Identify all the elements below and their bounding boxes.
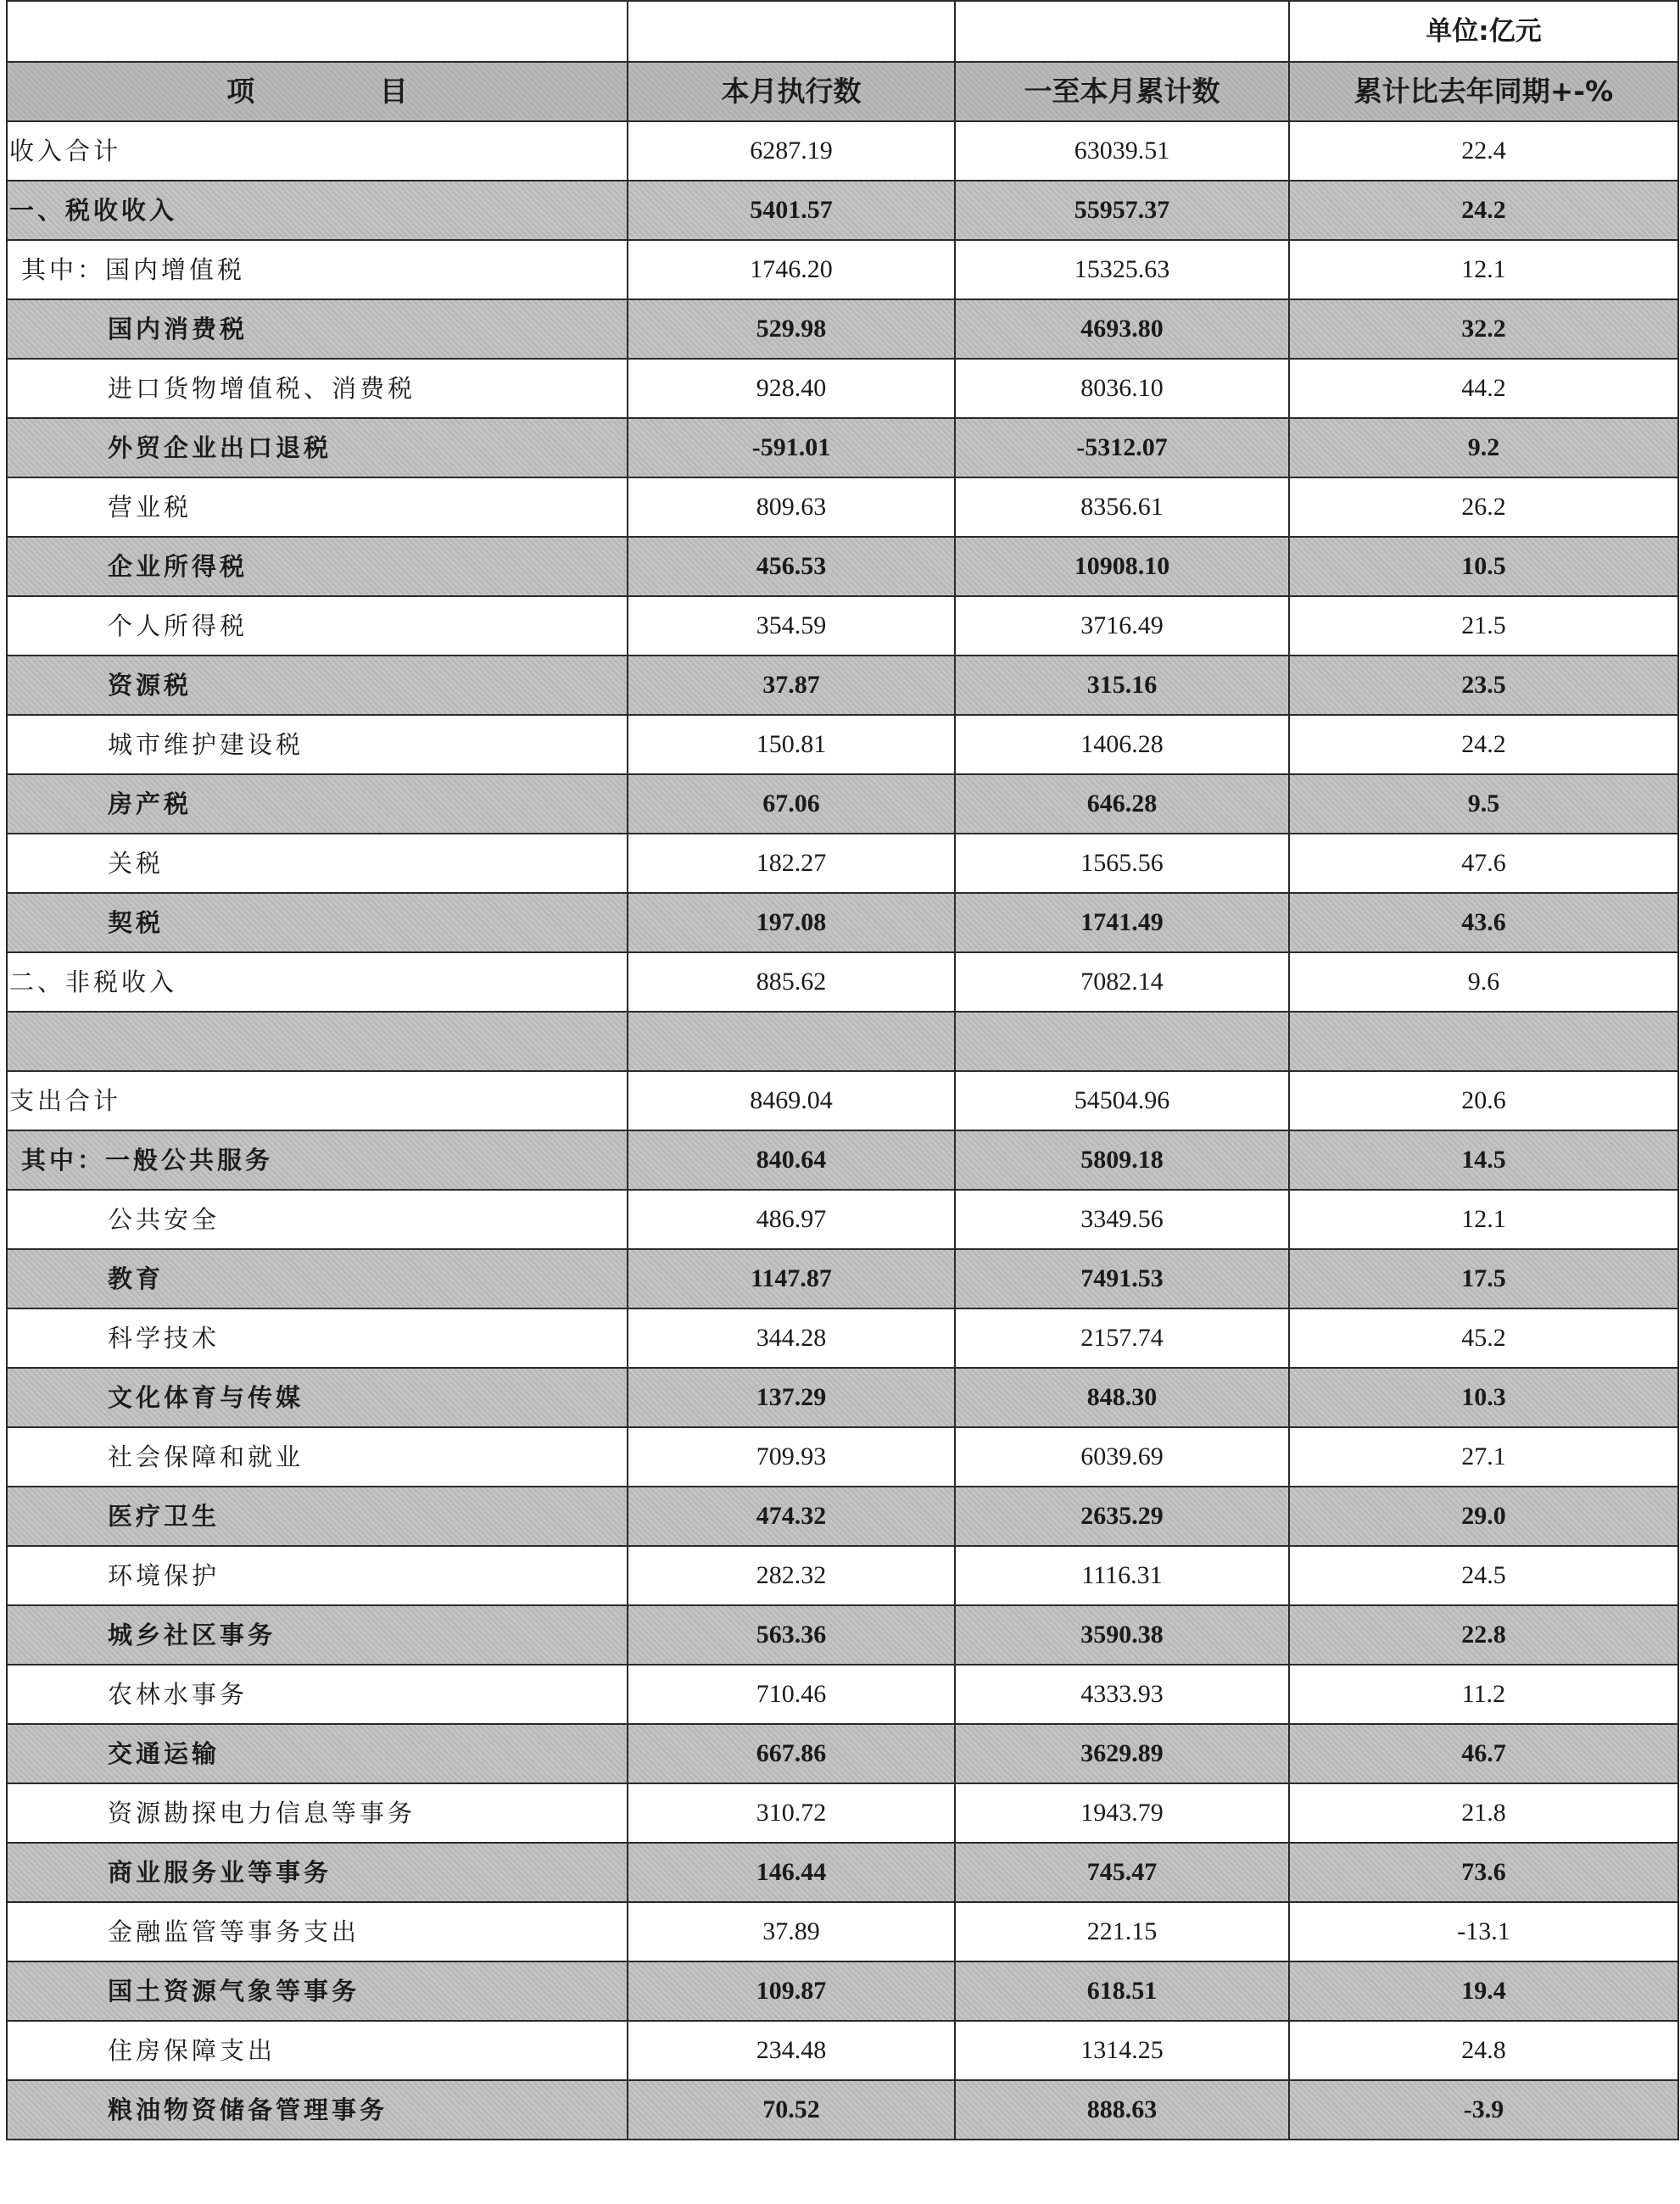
row-yoy: 24.5: [1289, 1546, 1678, 1605]
row-yoy: 45.2: [1289, 1308, 1678, 1368]
row-item: 房产税: [7, 774, 628, 834]
header-row: [7, 62, 1678, 121]
row-yoy: 73.6: [1289, 1843, 1678, 1902]
row-item: 个人所得税: [7, 596, 628, 656]
table-row: [7, 1190, 1678, 1249]
row-yoy: [1289, 1012, 1678, 1071]
row-item: 科学技术: [7, 1308, 628, 1368]
row-item: 契税: [7, 893, 628, 952]
column-header-cumulative: 一至本月累计数: [955, 62, 1289, 121]
column-header-item: [7, 62, 628, 121]
row-month: 182.27: [628, 834, 955, 893]
row-cumulative: 1565.56: [955, 834, 1289, 893]
row-month: 474.32: [628, 1487, 955, 1546]
table-row: [7, 1308, 1678, 1368]
row-cumulative: 3590.38: [955, 1605, 1289, 1665]
row-item: 商业服务业等事务: [7, 1843, 628, 1902]
table-row: [7, 1724, 1678, 1783]
column-header-item-label: 项 目: [226, 75, 466, 108]
row-item: 公共安全: [7, 1190, 628, 1249]
row-yoy: 17.5: [1289, 1249, 1678, 1308]
row-month: 37.87: [628, 656, 955, 715]
row-month: 710.46: [628, 1665, 955, 1724]
row-month: 146.44: [628, 1843, 955, 1902]
row-item: 收入合计: [7, 121, 628, 181]
table-row: [7, 121, 1678, 181]
row-yoy: 12.1: [1289, 1190, 1678, 1249]
row-item: [7, 1012, 628, 1071]
row-month: [628, 1012, 955, 1071]
table-row: [7, 715, 1678, 774]
table-row: [7, 1961, 1678, 2021]
row-yoy: 22.8: [1289, 1605, 1678, 1665]
row-cumulative: 618.51: [955, 1961, 1289, 2021]
row-cumulative: 8356.61: [955, 477, 1289, 537]
row-item: 城市维护建设税: [7, 715, 628, 774]
table-row: [7, 1071, 1678, 1130]
row-item: 企业所得税: [7, 537, 628, 596]
row-yoy: 44.2: [1289, 359, 1678, 418]
row-item: 国内消费税: [7, 299, 628, 359]
row-month: 137.29: [628, 1368, 955, 1427]
row-yoy: 22.4: [1289, 121, 1678, 181]
row-item: 文化体育与传媒: [7, 1368, 628, 1427]
table-row: [7, 1427, 1678, 1487]
table-row: [7, 774, 1678, 834]
table-row: [7, 1843, 1678, 1902]
unit-row: [7, 1, 1678, 62]
row-cumulative: 848.30: [955, 1368, 1289, 1427]
row-yoy: 21.5: [1289, 596, 1678, 656]
column-header-yoy: 累计比去年同期+-%: [1289, 62, 1678, 121]
row-month: 282.32: [628, 1546, 955, 1605]
table-row: [7, 656, 1678, 715]
row-cumulative: 5809.18: [955, 1130, 1289, 1190]
row-month: 529.98: [628, 299, 955, 359]
table-row: [7, 1605, 1678, 1665]
row-item: 支出合计: [7, 1071, 628, 1130]
row-cumulative: 63039.51: [955, 121, 1289, 181]
row-yoy: -3.9: [1289, 2080, 1678, 2140]
row-cumulative: 4693.80: [955, 299, 1289, 359]
row-month: 37.89: [628, 1902, 955, 1961]
row-item: 粮油物资储备管理事务: [7, 2080, 628, 2140]
row-cumulative: -5312.07: [955, 418, 1289, 477]
row-item: 资源勘探电力信息等事务: [7, 1783, 628, 1843]
row-cumulative: 1943.79: [955, 1783, 1289, 1843]
table-row: [7, 359, 1678, 418]
row-cumulative: 1406.28: [955, 715, 1289, 774]
row-month: 6287.19: [628, 121, 955, 181]
row-item: 交通运输: [7, 1724, 628, 1783]
row-yoy: 21.8: [1289, 1783, 1678, 1843]
row-month: 563.36: [628, 1605, 955, 1665]
row-item: 环境保护: [7, 1546, 628, 1605]
row-item: 住房保障支出: [7, 2021, 628, 2080]
table-row: [7, 596, 1678, 656]
row-cumulative: 745.47: [955, 1843, 1289, 1902]
table-row: [7, 952, 1678, 1012]
row-cumulative: 7491.53: [955, 1249, 1289, 1308]
row-item: 进口货物增值税、消费税: [7, 359, 628, 418]
table-row: [7, 1487, 1678, 1546]
row-month: 354.59: [628, 596, 955, 656]
row-cumulative: 10908.10: [955, 537, 1289, 596]
row-yoy: -13.1: [1289, 1902, 1678, 1961]
table-row: [7, 299, 1678, 359]
row-month: 840.64: [628, 1130, 955, 1190]
row-cumulative: [955, 1012, 1289, 1071]
row-month: 344.28: [628, 1308, 955, 1368]
row-cumulative: 1116.31: [955, 1546, 1289, 1605]
row-item: 医疗卫生: [7, 1487, 628, 1546]
row-yoy: 24.2: [1289, 715, 1678, 774]
row-cumulative: 888.63: [955, 2080, 1289, 2140]
row-month: 809.63: [628, 477, 955, 537]
table-row: [7, 181, 1678, 240]
row-cumulative: 315.16: [955, 656, 1289, 715]
row-cumulative: 3716.49: [955, 596, 1289, 656]
table-row: [7, 240, 1678, 299]
row-month: 1147.87: [628, 1249, 955, 1308]
row-item: 教育: [7, 1249, 628, 1308]
row-month: 197.08: [628, 893, 955, 952]
unit-row-blank: [7, 1, 628, 62]
row-cumulative: 646.28: [955, 774, 1289, 834]
row-yoy: 24.8: [1289, 2021, 1678, 2080]
row-month: 667.86: [628, 1724, 955, 1783]
row-cumulative: 15325.63: [955, 240, 1289, 299]
row-month: 67.06: [628, 774, 955, 834]
row-item: 营业税: [7, 477, 628, 537]
table-row: [7, 2080, 1678, 2140]
row-cumulative: 1741.49: [955, 893, 1289, 952]
row-cumulative: 6039.69: [955, 1427, 1289, 1487]
row-cumulative: 3349.56: [955, 1190, 1289, 1249]
row-item: 其中：一般公共服务: [7, 1130, 628, 1190]
row-yoy: 32.2: [1289, 299, 1678, 359]
row-month: 234.48: [628, 2021, 955, 2080]
row-month: 5401.57: [628, 181, 955, 240]
row-month: 928.40: [628, 359, 955, 418]
row-item: 二、非税收入: [7, 952, 628, 1012]
column-header-month: 本月执行数: [628, 62, 955, 121]
row-item: 城乡社区事务: [7, 1605, 628, 1665]
table-row: [7, 1902, 1678, 1961]
table-row: [7, 537, 1678, 596]
row-month: 8469.04: [628, 1071, 955, 1130]
table-row: [7, 418, 1678, 477]
row-yoy: 14.5: [1289, 1130, 1678, 1190]
row-yoy: 43.6: [1289, 893, 1678, 952]
table-row: [7, 1665, 1678, 1724]
row-yoy: 26.2: [1289, 477, 1678, 537]
row-cumulative: 221.15: [955, 1902, 1289, 1961]
row-yoy: 10.5: [1289, 537, 1678, 596]
table-row-blank: [7, 1012, 1678, 1071]
row-yoy: 9.6: [1289, 952, 1678, 1012]
row-item: 农林水事务: [7, 1665, 628, 1724]
table-row: [7, 2021, 1678, 2080]
row-item: 一、税收收入: [7, 181, 628, 240]
row-month: 150.81: [628, 715, 955, 774]
row-yoy: 47.6: [1289, 834, 1678, 893]
row-cumulative: 8036.10: [955, 359, 1289, 418]
table-row: [7, 834, 1678, 893]
row-yoy: 20.6: [1289, 1071, 1678, 1130]
fiscal-table: [6, 0, 1679, 2140]
row-yoy: 10.3: [1289, 1368, 1678, 1427]
row-cumulative: 54504.96: [955, 1071, 1289, 1130]
row-yoy: 19.4: [1289, 1961, 1678, 2021]
row-item: 其中：国内增值税: [7, 240, 628, 299]
row-month: 109.87: [628, 1961, 955, 2021]
row-yoy: 46.7: [1289, 1724, 1678, 1783]
row-item: 关税: [7, 834, 628, 893]
table-row: [7, 1249, 1678, 1308]
row-cumulative: 2157.74: [955, 1308, 1289, 1368]
row-cumulative: 3629.89: [955, 1724, 1289, 1783]
table-row: [7, 1130, 1678, 1190]
table-row: [7, 1368, 1678, 1427]
row-yoy: 11.2: [1289, 1665, 1678, 1724]
row-month: 709.93: [628, 1427, 955, 1487]
row-cumulative: 2635.29: [955, 1487, 1289, 1546]
row-item: 国土资源气象等事务: [7, 1961, 628, 2021]
row-yoy: 12.1: [1289, 240, 1678, 299]
row-month: 310.72: [628, 1783, 955, 1843]
row-yoy: 29.0: [1289, 1487, 1678, 1546]
row-item: 资源税: [7, 656, 628, 715]
unit-label: 单位:亿元: [1289, 1, 1678, 62]
row-cumulative: 7082.14: [955, 952, 1289, 1012]
unit-row-blank: [628, 1, 955, 62]
row-yoy: 24.2: [1289, 181, 1678, 240]
table-row: [7, 1783, 1678, 1843]
row-yoy: 9.2: [1289, 418, 1678, 477]
row-month: 70.52: [628, 2080, 955, 2140]
table-row: [7, 893, 1678, 952]
row-month: 456.53: [628, 537, 955, 596]
row-yoy: 23.5: [1289, 656, 1678, 715]
row-cumulative: 4333.93: [955, 1665, 1289, 1724]
row-cumulative: 55957.37: [955, 181, 1289, 240]
row-item: 社会保障和就业: [7, 1427, 628, 1487]
row-yoy: 27.1: [1289, 1427, 1678, 1487]
row-yoy: 9.5: [1289, 774, 1678, 834]
table-row: [7, 477, 1678, 537]
row-month: 885.62: [628, 952, 955, 1012]
row-month: -591.01: [628, 418, 955, 477]
row-month: 1746.20: [628, 240, 955, 299]
fiscal-table-page: [6, 0, 1677, 2140]
table-row: [7, 1546, 1678, 1605]
row-item: 金融监管等事务支出: [7, 1902, 628, 1961]
row-month: 486.97: [628, 1190, 955, 1249]
unit-row-blank: [955, 1, 1289, 62]
row-cumulative: 1314.25: [955, 2021, 1289, 2080]
row-item: 外贸企业出口退税: [7, 418, 628, 477]
